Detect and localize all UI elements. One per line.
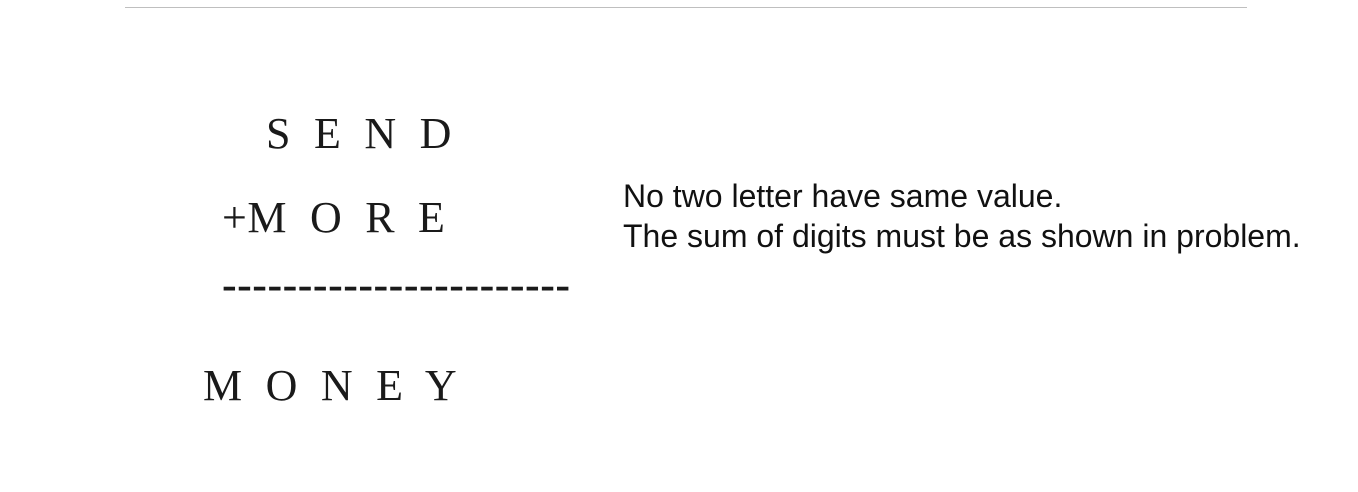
puzzle-addend-more: +M O R E — [222, 193, 446, 242]
puzzle-addend-send: S E N D — [266, 109, 452, 158]
rule-unique-values: No two letter have same value. — [623, 178, 1063, 214]
puzzle-rules — [623, 176, 1323, 256]
rule-sum-constraint: The sum of digits must be as shown in problem. — [623, 218, 1301, 254]
puzzle-sum-line: ----------------------- — [222, 260, 571, 309]
cryptarithm-puzzle — [0, 0, 600, 492]
puzzle-result-money: M O N E Y — [203, 361, 458, 410]
